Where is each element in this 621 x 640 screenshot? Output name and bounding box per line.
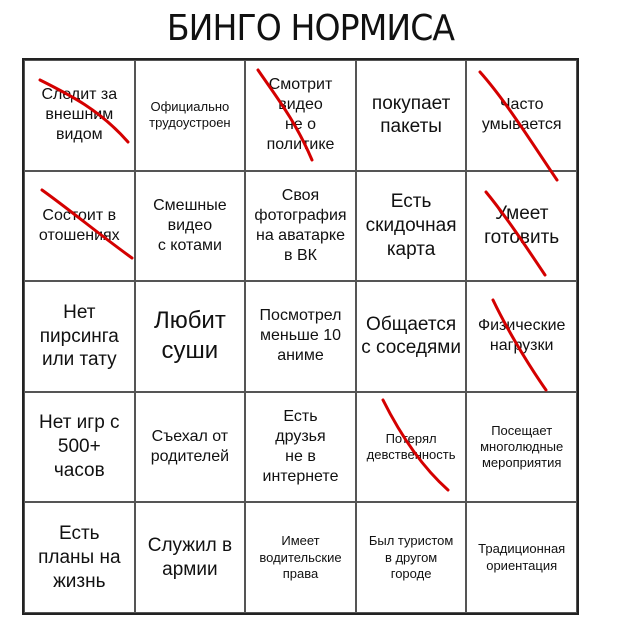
bingo-cell bbox=[245, 392, 356, 503]
cell-text: Нет пирсинга или тату bbox=[39, 301, 119, 371]
cell-text: Традиционная ориентация bbox=[478, 541, 566, 573]
bingo-cell bbox=[245, 171, 356, 282]
cell-text: Состоит в отошениях bbox=[38, 206, 120, 244]
bingo-cell bbox=[245, 60, 356, 171]
bingo-cell bbox=[24, 502, 135, 613]
bingo-cell bbox=[135, 171, 246, 282]
bingo-cell bbox=[135, 392, 246, 503]
cell-text: Смешные видео с котами bbox=[153, 196, 227, 254]
cell-text: Следит за внешним видом bbox=[41, 86, 118, 144]
cell-text: Нет игр с 500+ часов bbox=[39, 412, 120, 481]
bingo-cell bbox=[245, 502, 356, 613]
bingo-cell bbox=[466, 392, 577, 503]
cell-text: Своя фотография на аватарке в ВК bbox=[254, 186, 347, 264]
bingo-cell bbox=[24, 60, 135, 171]
cell-text: Есть скидочная карта bbox=[365, 191, 457, 260]
cell-text: Потерял девственность bbox=[366, 430, 456, 463]
bingo-cell bbox=[24, 281, 135, 392]
bingo-cell bbox=[135, 502, 246, 613]
bingo-cell bbox=[245, 281, 356, 392]
bingo-cell bbox=[24, 171, 135, 282]
bingo-cell bbox=[356, 392, 467, 503]
bingo-cell bbox=[466, 281, 577, 392]
cell-text: Физические нагрузки bbox=[477, 317, 566, 355]
bingo-cell bbox=[466, 502, 577, 613]
cell-text: Любит суши bbox=[153, 307, 226, 365]
bingo-cell bbox=[356, 171, 467, 282]
cell-text: Умеет готовить bbox=[484, 203, 560, 248]
cell-text: Смотрит видео не о политике bbox=[266, 76, 335, 154]
cell-text: Служил в армии bbox=[147, 534, 233, 580]
bingo-cell bbox=[356, 281, 467, 392]
cell-text: Съехал от родителей bbox=[150, 428, 230, 466]
bingo-cell bbox=[135, 281, 246, 392]
bingo-cell bbox=[356, 502, 467, 613]
page-title: БИНГО НОРМИСА bbox=[166, 8, 455, 49]
cell-text: Посмотрел меньше 10 аниме bbox=[259, 307, 342, 365]
bingo-cell bbox=[135, 60, 246, 171]
cell-text: Есть планы на жизнь bbox=[38, 523, 121, 592]
bingo-grid bbox=[22, 58, 579, 615]
bingo-cell bbox=[24, 392, 135, 503]
cell-text: Имеет водительские права bbox=[259, 533, 342, 581]
cell-text: Посещает многолюдные мероприятия bbox=[480, 422, 564, 471]
bingo-cell bbox=[356, 60, 467, 171]
cell-text: Часто умывается bbox=[481, 96, 562, 134]
cell-text: покупает пакеты bbox=[371, 92, 451, 138]
bingo-cell bbox=[466, 60, 577, 171]
cell-text: Был туристом в другом городе bbox=[368, 533, 454, 581]
bingo-cell bbox=[466, 171, 577, 282]
cell-text: Общается с соседями bbox=[361, 313, 461, 359]
cell-text: Есть друзья не в интернете bbox=[262, 408, 339, 486]
cell-text: Официально трудоустроен bbox=[149, 99, 231, 131]
